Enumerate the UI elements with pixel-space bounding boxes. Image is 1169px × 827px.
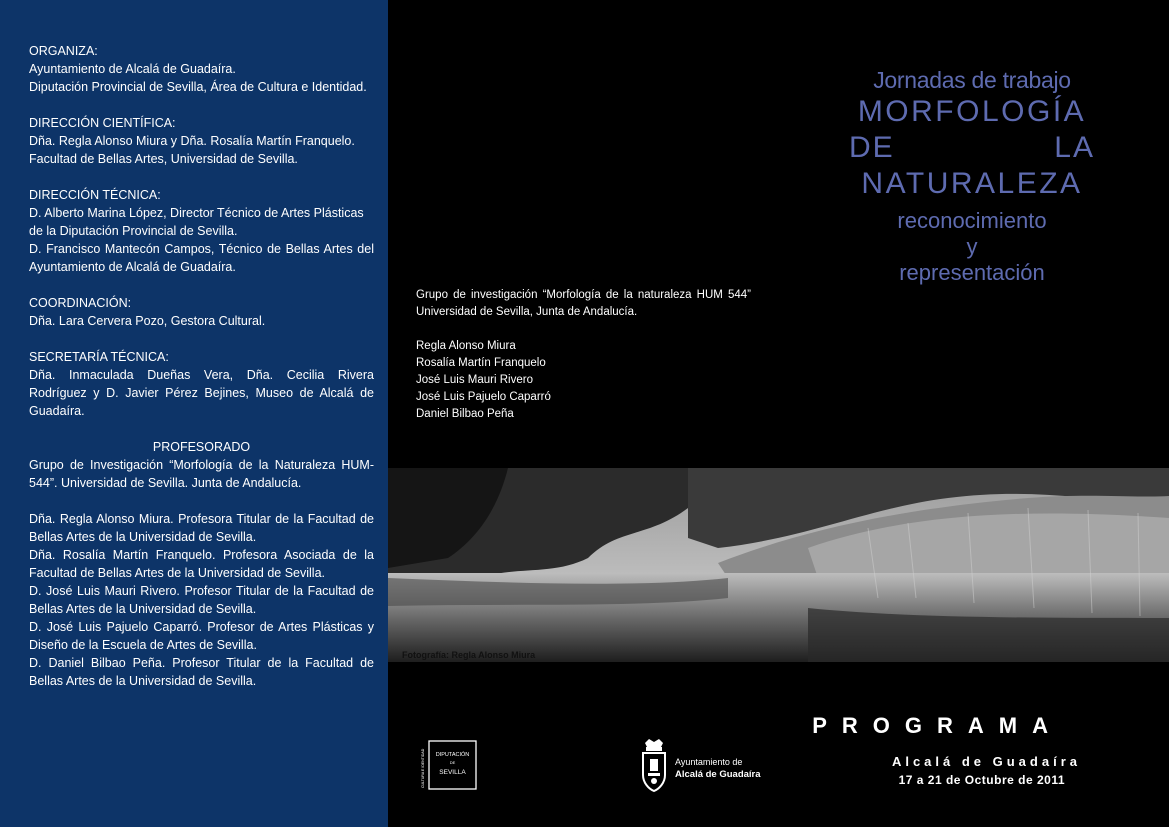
profesorado-group-text: Grupo de Investigación “Morfología de la Naturaleza HUM-544”. Universidad de Sevilla. Junta de Andalucía. [29,458,374,490]
title-main-1: MORFOLOGÍA [857,95,1087,128]
ayto-line-2: Alcalá de Guadaíra [675,769,761,780]
section-heading: SECRETARÍA TÉCNICA: [29,350,169,364]
programa-title: PROGRAMA [812,713,1063,738]
member-item: Regla Alonso Miura [416,340,516,352]
profesor-entry: Dña. Regla Alonso Miura. Profesora Titular de la Facultad de Bellas Artes de la Universidad de Sevilla. [29,512,374,544]
research-group [416,287,751,423]
photo-credit: Fotografía: Regla Alonso Miura [402,650,536,660]
dates-label: 17 a 21 de Octubre de 2011 [898,773,1065,787]
section-line: D. Francisco Mantecón Campos, Técnico de Bellas Artes del Ayuntamiento de Alcalá de Guadaíra. [29,242,374,274]
section-heading: DIRECCIÓN TÉCNICA: [29,188,161,202]
diputacion-logo-icon [417,740,477,792]
subtitle-line-3: representación [899,260,1045,285]
ayuntamiento-logo [639,737,799,793]
credits-panel [0,0,388,827]
dip-line-3: SEVILLA [439,769,466,776]
direccion-tecnica-section [29,186,374,276]
section-heading: COORDINACIÓN: [29,296,132,310]
river-photo [388,468,1169,662]
member-item: Daniel Bilbao Peña [416,408,514,420]
subtitle-line-1: reconocimiento [897,208,1047,233]
section-line: Dña. Regla Alonso Miura y Dña. Rosalía Martín Franquelo. Facultad de Bellas Artes, Universidad de Sevilla. [29,134,355,166]
river-landscape-image [388,468,1169,662]
profesorado-title: PROFESORADO [152,440,251,454]
profesorado-list [29,510,374,690]
place-label: Alcalá de Guadaíra [891,754,1081,769]
profesor-entry: D. Daniel Bilbao Peña. Profesor Titular de la Facultad de Bellas Artes de la Universidad de Sevilla. [29,656,374,688]
member-item: José Luis Pajuelo Caparró [416,391,551,403]
organiza-section [29,42,374,96]
subtitle [849,208,1095,286]
profesor-entry: D. José Luis Mauri Rivero. Profesor Titular de la Facultad de Bellas Artes de la Universidad de Sevilla. [29,584,374,616]
subtitle-line-2: y [966,234,978,259]
profesor-entry: D. José Luis Pajuelo Caparró. Profesor de Artes Plásticas y Diseño de la Escuela de Artes de Sevilla. [29,620,374,652]
section-line: Diputación Provincial de Sevilla, Área de Cultura e Identidad. [29,80,367,94]
section-line: Ayuntamiento de Alcalá de Guadaíra. [29,62,236,76]
title-main-3: NATURALEZA [861,167,1083,200]
section-heading: DIRECCIÓN CIENTÍFICA: [29,116,176,130]
title-block [849,66,1095,286]
dip-line-2: DE [449,760,456,765]
research-group-members [416,338,751,423]
section-line: D. Alberto Marina López, Director Técnico de Artes Plásticas de la Diputación Provincial de Sevilla. [29,206,364,238]
coordinacion-section [29,294,374,330]
dip-line-1: DIPUTACIÓN [435,752,470,758]
section-heading: ORGANIZA: [29,44,98,58]
member-item: Rosalía Martín Franquelo [416,357,546,369]
secretaria-section [29,348,374,420]
dip-side: CULTURA E IDENTIDAD [421,748,425,788]
cover-panel [388,0,1169,827]
profesor-entry: Dña. Rosalía Martín Franquelo. Profesora Asociada de la Facultad de Bellas Artes de la Universidad de Sevilla. [29,548,374,580]
title-main-2-text: DE LA [849,131,1095,164]
direccion-cientifica-section [29,114,374,168]
diputacion-logo [417,740,477,792]
section-line: Dña. Lara Cervera Pozo, Gestora Cultural. [29,314,266,328]
member-item: José Luis Mauri Rivero [416,374,533,386]
section-line: Dña. Inmaculada Dueñas Vera, Dña. Cecilia Rivera Rodríguez y D. Javier Pérez Bejines, Museo de Alcalá de Guadaíra. [29,368,374,418]
profesorado-group [29,456,374,492]
title-main-2 [849,130,1095,166]
ayto-line-1: Ayuntamiento de [675,757,743,767]
research-group-intro: Grupo de investigación “Morfología de la naturaleza HUM 544” Universidad de Sevilla, Junta de Andalucía. [416,289,751,318]
title-top: Jornadas de trabajo [873,67,1071,93]
crest-icon [639,737,669,793]
